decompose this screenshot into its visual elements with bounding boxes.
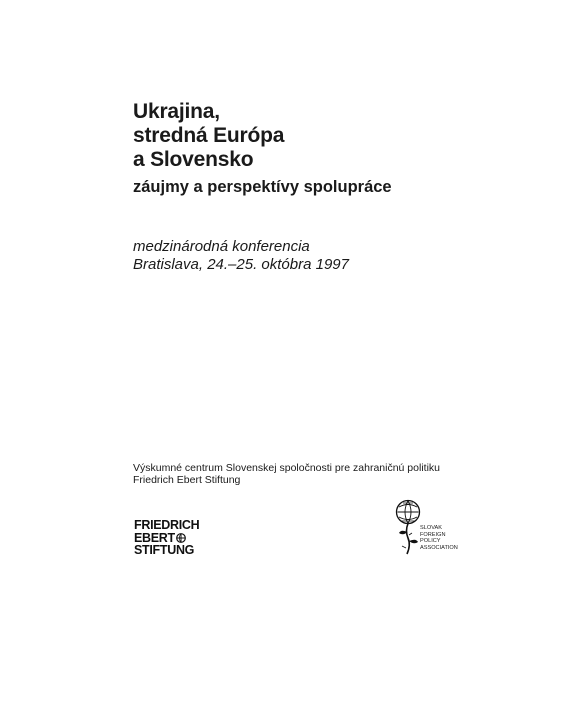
sfpa-line-1: SLOVAK — [420, 525, 442, 531]
conference-place-date: Bratislava, 24.–25. októbra 1997 — [133, 256, 349, 273]
publisher-2: Friedrich Ebert Stiftung — [133, 474, 241, 486]
fes-logo — [134, 519, 199, 557]
globe-icon — [176, 533, 186, 543]
subtitle: záujmy a perspektívy spolupráce — [133, 178, 392, 196]
sfpa-logo-text — [420, 525, 458, 551]
sfpa-rose-globe-icon — [395, 497, 423, 557]
sfpa-line-4: ASSOCIATION — [420, 544, 458, 551]
fes-logo-line-3: STIFTUNG — [134, 543, 195, 557]
sfpa-line-2: FOREIGN — [420, 531, 446, 538]
title-line-3: a Slovensko — [133, 148, 254, 171]
fes-logo-line-2: EBERT — [134, 530, 175, 545]
conference-type: medzinárodná konferencia — [133, 238, 310, 255]
title-line-1: Ukrajina, — [133, 100, 220, 123]
publisher-1: Výskumné centrum Slovenskej spoločnosti pre zahraničnú politiku — [133, 462, 440, 474]
title-line-2: stredná Európa — [133, 124, 285, 147]
sfpa-line-3: POLICY — [420, 538, 441, 545]
fes-logo-line-1: FRIEDRICH — [134, 518, 200, 532]
